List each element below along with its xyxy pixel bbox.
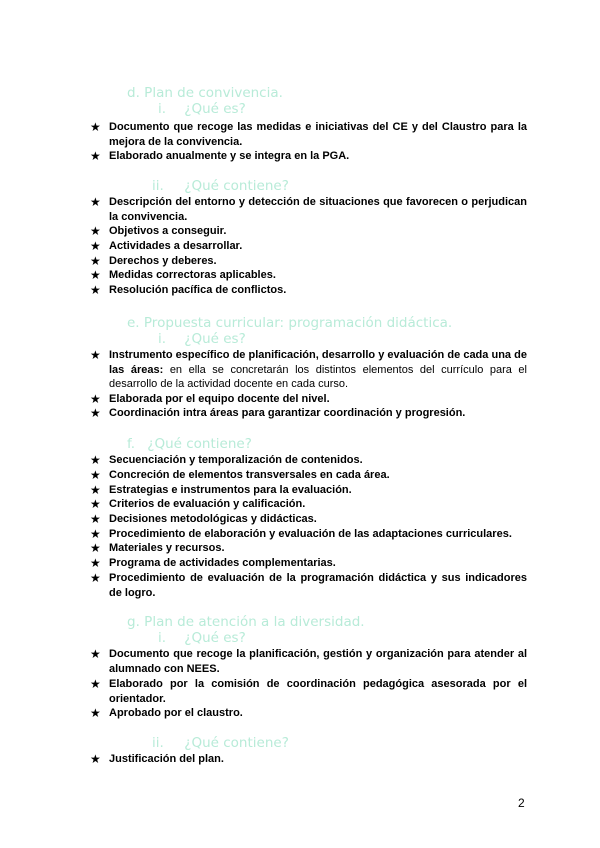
subheading-g-ii xyxy=(152,735,289,751)
list-item-text: Aprobado por el claustro. xyxy=(109,707,243,719)
subheading-title: ¿Qué es? xyxy=(184,630,246,646)
list-item xyxy=(90,677,527,706)
section-number: d. xyxy=(127,85,140,101)
list-item xyxy=(90,392,527,407)
section-heading-d xyxy=(127,85,283,101)
star-bullet-icon: ★ xyxy=(90,497,101,511)
list-item xyxy=(90,497,527,512)
star-bullet-icon: ★ xyxy=(90,195,101,209)
list-item xyxy=(90,406,527,421)
list-item xyxy=(90,512,527,527)
list-item xyxy=(90,556,527,571)
star-bullet-icon: ★ xyxy=(90,556,101,570)
list-item xyxy=(90,527,527,542)
subheading-number: ii. xyxy=(152,178,164,194)
list-item xyxy=(90,468,527,483)
subheading-g-i xyxy=(158,630,246,646)
list-item xyxy=(90,224,527,239)
subheading-number: i. xyxy=(158,331,167,347)
section-heading-e xyxy=(127,315,452,331)
star-bullet-icon: ★ xyxy=(90,527,101,541)
star-bullet-icon: ★ xyxy=(90,268,101,282)
list-item xyxy=(90,541,527,556)
list-item xyxy=(90,706,527,721)
star-bullet-icon: ★ xyxy=(90,468,101,482)
subheading-number: ii. xyxy=(152,735,164,751)
list-item-text: Derechos y deberes. xyxy=(109,255,217,267)
list-item-text: Documento que recoge las medidas e iniciativas del CE y del Claustro para la mejora de la convivencia. xyxy=(109,121,527,148)
list-item-text: Actividades a desarrollar. xyxy=(109,240,243,252)
subheading-number: i. xyxy=(158,630,167,646)
page-number: 2 xyxy=(518,796,525,810)
list-item xyxy=(90,149,527,164)
list-item-text: Objetivos a conseguir. xyxy=(109,225,227,237)
list-item xyxy=(90,752,527,767)
section-title: Plan de convivencia. xyxy=(144,85,283,101)
list-item-text: Descripción del entorno y detección de situaciones que favorecen o perjudican la convivencia. xyxy=(109,196,527,223)
section-title: ¿Qué contiene? xyxy=(147,436,252,452)
list-item xyxy=(90,571,527,600)
subheading-title: ¿Qué contiene? xyxy=(184,178,289,194)
list-item xyxy=(90,453,527,468)
star-bullet-icon: ★ xyxy=(90,752,101,766)
section-heading-f xyxy=(127,436,252,452)
list-item xyxy=(90,120,527,149)
star-bullet-icon: ★ xyxy=(90,483,101,497)
star-bullet-icon: ★ xyxy=(90,541,101,555)
list-item-text: Criterios de evaluación y calificación. xyxy=(109,498,306,510)
star-bullet-icon: ★ xyxy=(90,254,101,268)
subheading-e-i xyxy=(158,331,246,347)
section-title: Plan de atención a la diversidad. xyxy=(144,614,365,630)
section-heading-g xyxy=(127,614,365,630)
list-item-text: Elaborado por la comisión de coordinación pedagógica asesorada por el orientador. xyxy=(109,678,527,705)
list-item-text: Justificación del plan. xyxy=(109,753,224,765)
list-item xyxy=(90,647,527,676)
section-title: Propuesta curricular: programación didáctica. xyxy=(143,315,453,331)
star-bullet-icon: ★ xyxy=(90,453,101,467)
star-bullet-icon: ★ xyxy=(90,647,101,661)
list-item-text: Programa de actividades complementarias. xyxy=(109,557,336,569)
star-bullet-icon: ★ xyxy=(90,392,101,406)
list-item-text: Decisiones metodológicas y didácticas. xyxy=(109,513,317,525)
list-item-text: Elaborado anualmente y se integra en la PGA. xyxy=(109,150,350,162)
list-item-text: Materiales y recursos. xyxy=(109,542,225,554)
subheading-title: ¿Qué es? xyxy=(184,331,246,347)
star-bullet-icon: ★ xyxy=(90,239,101,253)
subheading-title: ¿Qué es? xyxy=(184,101,246,117)
list-item xyxy=(90,348,527,392)
list-item-bold-text: Instrumento específico de planificación, desarrollo y evaluación de cada una de las áreas: xyxy=(109,349,527,376)
list-item-plain-text: en ella se concretarán los distintos elementos del currículo para el desarrollo de la actividad docente en cada curso. xyxy=(109,363,527,391)
star-bullet-icon: ★ xyxy=(90,120,101,134)
list-item-text: Elaborada por el equipo docente del nivel. xyxy=(109,393,330,405)
list-item-text: Estrategias e instrumentos para la evaluación. xyxy=(109,484,352,496)
section-number: g. xyxy=(127,614,140,630)
list-item xyxy=(90,254,527,269)
list-item-text: Concreción de elementos transversales en cada área. xyxy=(109,469,390,481)
star-bullet-icon: ★ xyxy=(90,348,101,362)
star-bullet-icon: ★ xyxy=(90,149,101,163)
list-item-text: Documento que recoge la planificación, gestión y organización para atender al alumnado con NEES. xyxy=(109,648,527,675)
list-item xyxy=(90,268,527,283)
list-item-text: Procedimiento de elaboración y evaluación de las adaptaciones curriculares. xyxy=(109,528,512,540)
subheading-d-ii xyxy=(152,178,289,194)
list-item-text xyxy=(109,348,527,392)
subheading-d-i xyxy=(158,101,246,117)
list-item-text: Coordinación intra áreas para garantizar coordinación y progresión. xyxy=(109,407,466,419)
star-bullet-icon: ★ xyxy=(90,406,101,420)
list-item xyxy=(90,483,527,498)
list-item-text: Medidas correctoras aplicables. xyxy=(109,269,276,281)
subheading-title: ¿Qué contiene? xyxy=(184,735,289,751)
star-bullet-icon: ★ xyxy=(90,512,101,526)
star-bullet-icon: ★ xyxy=(90,677,101,691)
subheading-number: i. xyxy=(158,101,167,117)
list-item xyxy=(90,195,527,224)
section-number: e. xyxy=(127,315,140,331)
list-item-text: Resolución pacífica de conflictos. xyxy=(109,284,287,296)
star-bullet-icon: ★ xyxy=(90,283,101,297)
list-item xyxy=(90,239,527,254)
star-bullet-icon: ★ xyxy=(90,224,101,238)
section-number: f. xyxy=(127,436,136,452)
star-bullet-icon: ★ xyxy=(90,571,101,585)
list-item-text: Secuenciación y temporalización de contenidos. xyxy=(109,454,363,466)
star-bullet-icon: ★ xyxy=(90,706,101,720)
list-item xyxy=(90,283,527,298)
list-item-text: Procedimiento de evaluación de la programación didáctica y sus indicadores de logro. xyxy=(109,572,527,599)
